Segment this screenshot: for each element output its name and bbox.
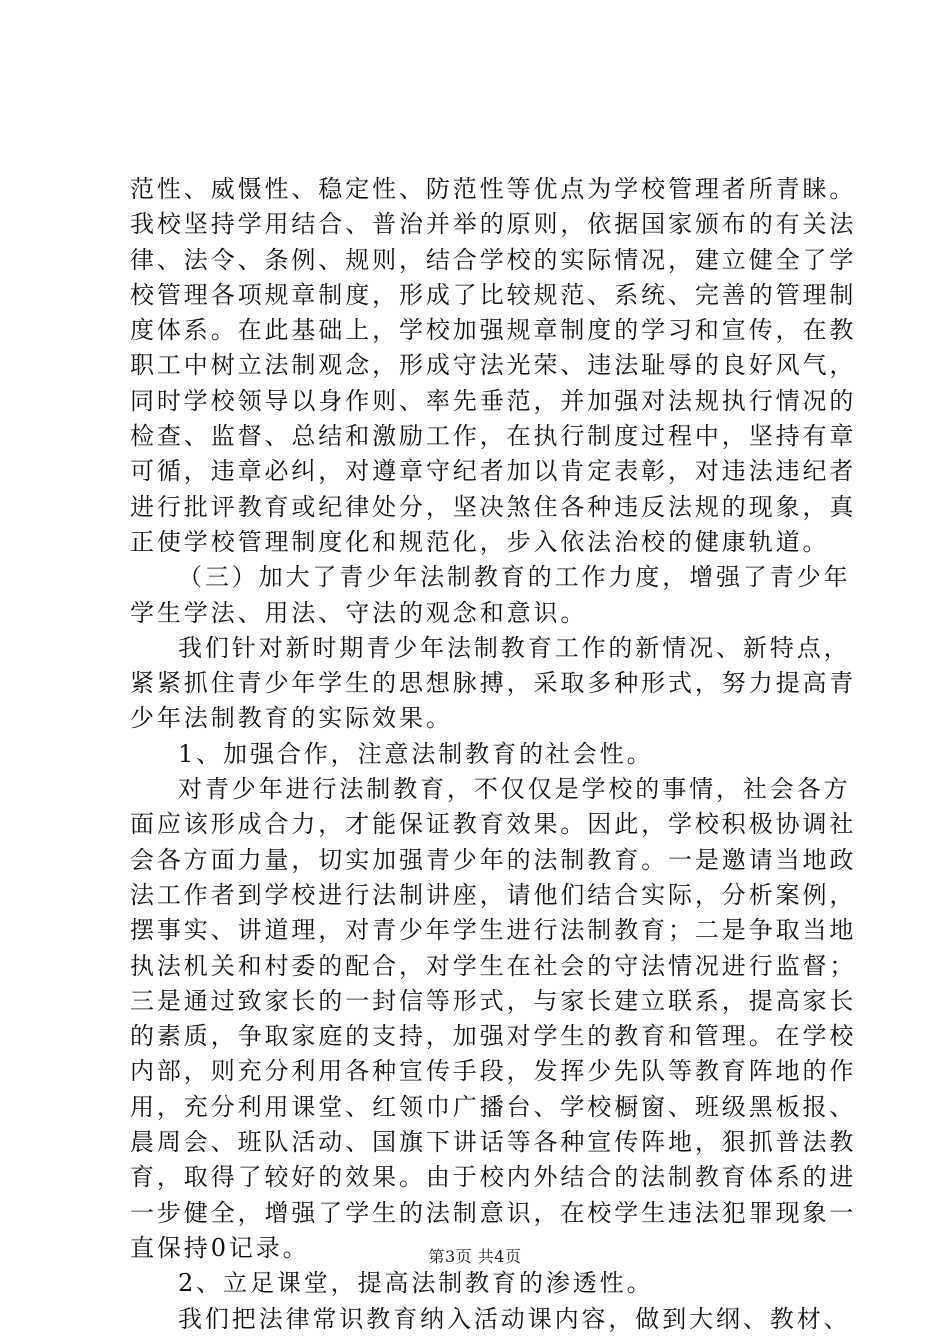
text-line: 会各方面力量，切实加强青少年的法制教育。一是邀请当地政	[130, 845, 857, 874]
text-line: 法工作者到学校进行法制讲座，请他们结合实际，分析案例，	[130, 880, 857, 909]
text-line: 的素质，争取家庭的支持，加强对学生的教育和管理。在学校	[130, 1022, 857, 1051]
text-line: 育，取得了较好的效果。由于校内外结合的法制教育体系的进	[130, 1163, 857, 1192]
text-line: 律、法令、条例、规则，结合学校的实际情况，建立健全了学	[130, 245, 857, 274]
text-line: 职工中树立法制观念，形成守法光荣、违法耻辱的良好风气，	[130, 351, 857, 380]
text-line: 进行批评教育或纪律处分，坚决煞住各种违反法规的现象，真	[130, 492, 857, 521]
page-footer: 第3页 共4页	[428, 1247, 522, 1266]
text-line: 一步健全，增强了学生的法制意识，在校学生违法犯罪现象一	[130, 1198, 857, 1227]
text-line: 范性、威慑性、稳定性、防范性等优点为学校管理者所青睐。	[130, 175, 857, 203]
text-line: 执法机关和村委的配合，对学生在社会的守法情况进行监督；	[130, 951, 857, 980]
section-heading: （三）加大了青少年法制教育的工作力度，增强了青少年	[178, 563, 851, 592]
text-line: 对青少年进行法制教育，不仅仅是学校的事情，社会各方	[178, 775, 851, 804]
text-line: 三是通过致家长的一封信等形式，与家长建立联系，提高家长	[130, 986, 857, 1015]
text-line: 正使学校管理制度化和规范化，步入依法治校的健康轨道。	[130, 527, 830, 556]
text-line: 度体系。在此基础上，学校加强规章制度的学习和宣传，在教	[130, 316, 857, 345]
text-line: 少年法制教育的实际效果。	[130, 704, 453, 733]
text-line: 学生学法、用法、守法的观念和意识。	[130, 598, 588, 627]
text-line: 同时学校领导以身作则、率先垂范，并加强对法规执行情况的	[130, 386, 857, 415]
subsection-heading: 1、加强合作，注意法制教育的社会性。	[178, 739, 654, 768]
text-line: 我们把法律常识教育纳入活动课内容，做到大纲、教材、	[178, 1304, 851, 1333]
text-line: 用，充分利用课堂、红领巾广播台、学校橱窗、班级黑板报、	[130, 1092, 857, 1121]
text-line: 面应该形成合力，才能保证教育效果。因此，学校积极协调社	[130, 810, 857, 839]
text-line: 内部，则充分利用各种宣传手段，发挥少先队等教育阵地的作	[130, 1057, 857, 1086]
text-line: 校管理各项规章制度，形成了比较规范、系统、完善的管理制	[130, 280, 857, 309]
text-line: 我们针对新时期青少年法制教育工作的新情况、新特点，	[178, 633, 851, 662]
text-line: 晨周会、班队活动、国旗下讲话等各种宣传阵地，狠抓普法教	[130, 1128, 857, 1157]
text-line: 直保持0记录。	[130, 1233, 310, 1262]
subsection-heading: 2、立足课堂，提高法制教育的渗透性。	[178, 1269, 654, 1298]
body-text	[130, 172, 857, 1337]
text-line: 摆事实、讲道理，对青少年学生进行法制教育；二是争取当地	[130, 916, 857, 945]
text-line: 可循，违章必纠，对遵章守纪者加以肯定表彰，对违法违纪者	[130, 457, 857, 486]
text-line: 紧紧抓住青少年学生的思想脉搏，采取多种形式，努力提高青	[130, 669, 857, 698]
text-line: 检查、监督、总结和激励工作，在执行制度过程中，坚持有章	[130, 422, 857, 451]
text-line: 我校坚持学用结合、普治并举的原则，依据国家颁布的有关法	[130, 210, 857, 239]
